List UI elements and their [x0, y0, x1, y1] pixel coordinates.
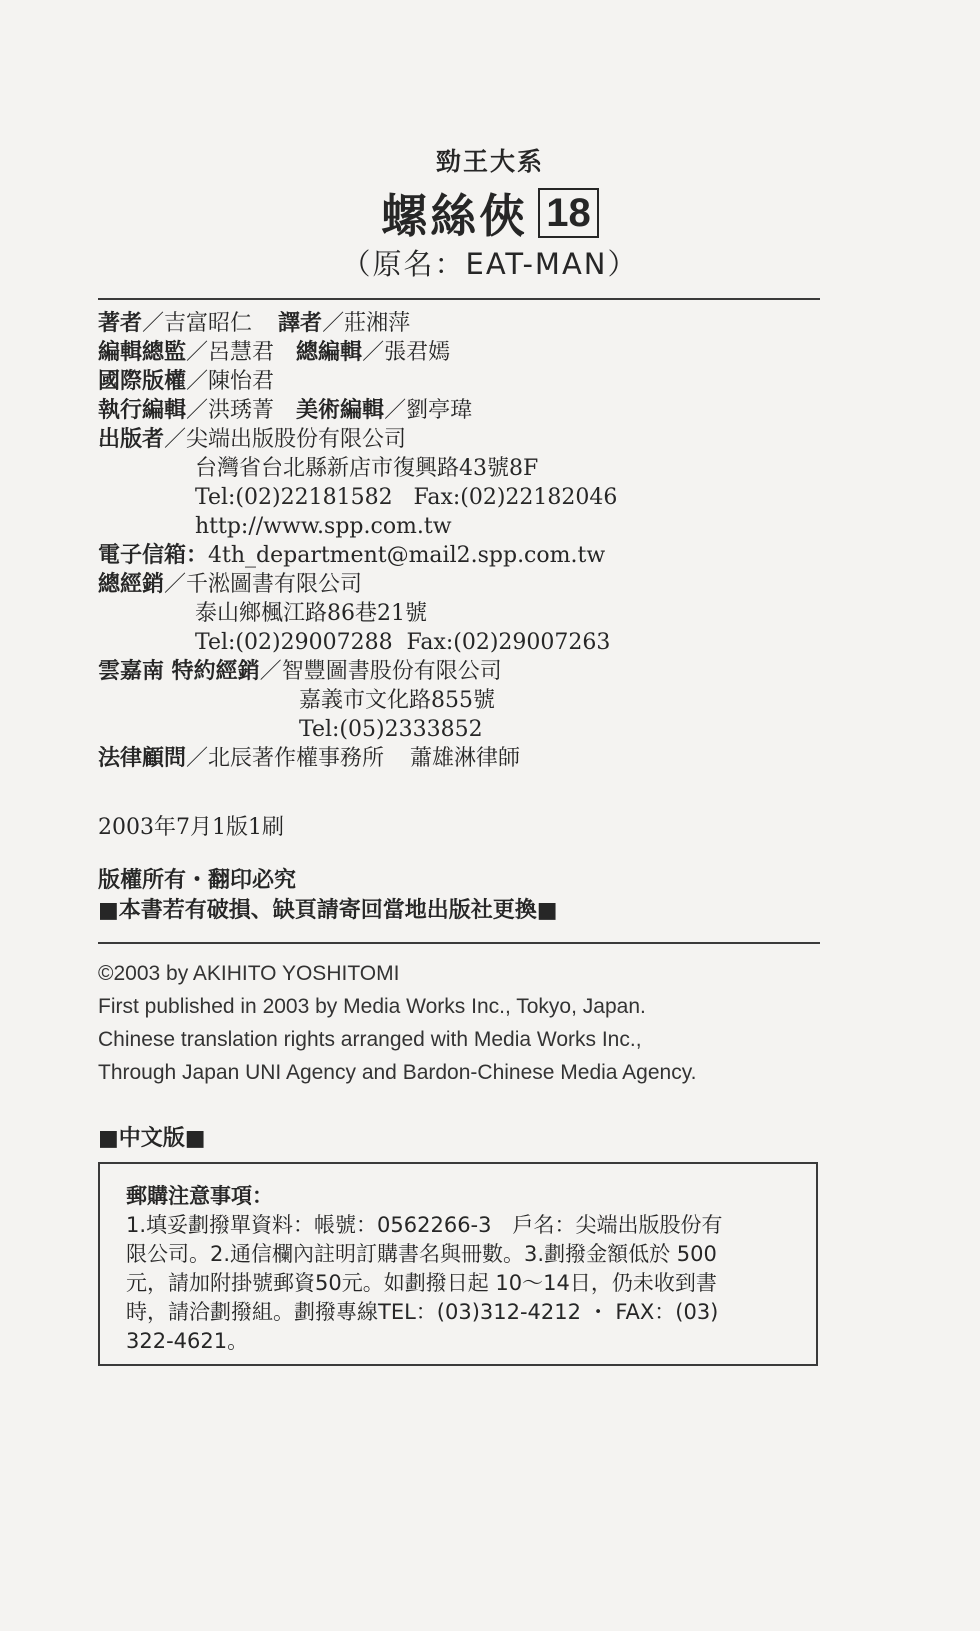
title-row	[0, 180, 980, 246]
first-published-line: First published in 2003 by Media Works Inc., Tokyo, Japan.	[98, 995, 646, 1018]
exec-editor-name: 洪琇菁	[208, 398, 275, 423]
separator: ／	[142, 311, 165, 336]
edition-date: 2003年7月1版1刷	[98, 815, 284, 840]
publisher-name: 尖端出版股份有限公司	[186, 427, 407, 452]
credit-line-editors	[98, 338, 838, 367]
translator-label: 譯者	[278, 311, 323, 336]
mail-order-title: 郵購注意事項：	[126, 1184, 273, 1208]
rights-block	[98, 866, 558, 926]
credit-line-distributor	[98, 570, 838, 599]
credit-line-legal	[98, 744, 838, 773]
separator: ／	[186, 398, 209, 423]
general-editor-name: 張君嫣	[384, 340, 451, 365]
mail-order-line: 限公司。2.通信欄內註明訂購書名與冊數。3.劃撥金額低於 500	[126, 1242, 717, 1266]
separator: ／	[186, 746, 209, 771]
author-label: 著者	[98, 311, 143, 336]
credit-line-email	[98, 541, 838, 570]
intl-rights-name: 陳怡君	[208, 369, 275, 394]
art-editor-name: 劉亭瑋	[406, 398, 473, 423]
book-title: 螺絲俠	[381, 189, 529, 243]
separator: ／	[384, 398, 407, 423]
copyright-block	[98, 957, 838, 1089]
art-editor-label: 美術編輯	[296, 398, 385, 423]
separator: ／	[164, 572, 187, 597]
credit-line-author	[98, 309, 838, 338]
copyright-line: ©2003 by AKIHITO YOSHITOMI	[98, 962, 400, 985]
distributor-address: 泰山鄉楓江路86巷21號	[195, 601, 427, 626]
credit-line-exec-editor	[98, 396, 838, 425]
mail-order-line: 元，請加附掛號郵資50元。如劃撥日起 10～14日，仍未收到書	[126, 1271, 717, 1295]
separator: ／	[322, 311, 345, 336]
separator: ／	[259, 659, 282, 684]
mail-order-line: 1.填妥劃撥單資料：帳號：0562266-3 戶名：尖端出版股份有	[126, 1213, 723, 1237]
mail-order-box	[98, 1162, 818, 1366]
legal-lawyer: 蕭雄淋律師	[410, 746, 521, 771]
south-distributor-phone: Tel:(05)2333852	[299, 717, 483, 742]
separator: ／	[186, 369, 209, 394]
middle-divider	[98, 942, 820, 944]
legal-firm: 北辰著作權事務所	[208, 746, 385, 771]
credit-line-intl-rights	[98, 367, 838, 396]
translation-rights-line: Chinese translation rights arranged with Media Works Inc.,	[98, 1028, 642, 1051]
top-divider	[98, 298, 820, 300]
mail-order-line: 322-4621。	[126, 1329, 249, 1353]
replacement-notice: ■本書若有破損、缺頁請寄回當地出版社更換■	[98, 898, 558, 923]
south-distributor-address: 嘉義市文化路855號	[299, 688, 495, 713]
publisher-address: 台灣省台北縣新店市復興路43號8F	[195, 456, 539, 481]
separator: ／	[362, 340, 385, 365]
intl-rights-label: 國際版權	[98, 369, 187, 394]
chinese-edition-label: ■中文版■	[98, 1126, 206, 1151]
volume-number: 18	[538, 188, 599, 238]
original-title: （原名：EAT-MAN）	[341, 247, 639, 281]
credit-line-south-distributor	[98, 657, 838, 686]
email-label: 電子信箱：	[98, 543, 209, 568]
publisher-label: 出版者	[98, 427, 165, 452]
general-editor-label: 總編輯	[296, 340, 363, 365]
credits-block	[98, 309, 838, 773]
chief-editor-label: 編輯總監	[98, 340, 187, 365]
rights-reserved: 版權所有・翻印必究	[98, 868, 297, 893]
chief-editor-name: 呂慧君	[208, 340, 275, 365]
distributor-phone: Tel:(02)29007288 Fax:(02)29007263	[195, 630, 611, 655]
publisher-website[interactable]: http://www.spp.com.tw	[195, 514, 452, 539]
south-distributor-name: 智豐圖書股份有限公司	[281, 659, 502, 684]
south-distributor-label: 雲嘉南 特約經銷	[98, 659, 260, 684]
separator: ／	[186, 340, 209, 365]
series-name: 勁王大系	[435, 147, 544, 176]
distributor-label: 總經銷	[98, 572, 165, 597]
mail-order-line: 時，請洽劃撥組。劃撥專線TEL：(03)312-4212 ・ FAX：(03)	[126, 1300, 719, 1324]
exec-editor-label: 執行編輯	[98, 398, 187, 423]
separator: ／	[164, 427, 187, 452]
credit-line-publisher	[98, 425, 838, 454]
translator-name: 莊湘萍	[344, 311, 411, 336]
email-address[interactable]: 4th_department@mail2.spp.com.tw	[208, 543, 606, 568]
legal-label: 法律顧問	[98, 746, 187, 771]
author-name: 吉富昭仁	[164, 311, 253, 336]
agency-line: Through Japan UNI Agency and Bardon-Chinese Media Agency.	[98, 1061, 697, 1084]
publisher-phone: Tel:(02)22181582 Fax:(02)22182046	[195, 485, 618, 510]
distributor-name: 千淞圖書有限公司	[186, 572, 363, 597]
